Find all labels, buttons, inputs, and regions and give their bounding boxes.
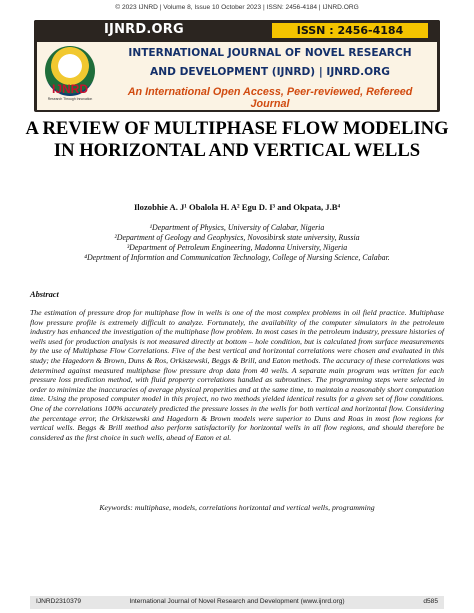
affiliation-1: ¹Department of Physics, University of Calabar, Nigeria [149, 223, 325, 232]
paper-authors: Ilozobhie A. J¹ Obalola H. A² Egu D. I³ and Okpata, J.B⁴ [133, 202, 341, 212]
banner-issn: ISSN : 2456-4184 [272, 23, 428, 38]
journal-logo [41, 46, 99, 106]
keywords-text: multiphase, models, correlations horizontal and vertical wells, programming [134, 503, 375, 512]
banner-site-name: IJNRD.ORG [104, 22, 184, 37]
journal-name-line-2: AND DEVELOPMENT (IJNRD) | IJNRD.ORG [150, 66, 390, 78]
footer-paper-id: IJNRD2310379 [36, 598, 82, 605]
page-footer [30, 596, 444, 609]
affiliation-2: ²Department of Geology and Geophysics, Novosibirsk state university, Russia [114, 233, 360, 242]
journal-banner [34, 20, 440, 112]
footer-journal-name: International Journal of Novel Research and Development (www.ijnrd.org) [129, 598, 345, 605]
banner-body [37, 42, 437, 110]
paper-title: A REVIEW OF MULTIPHASE FLOW MODELING IN HORIZONTAL AND VERTICAL WELLS [25, 118, 449, 161]
keywords-line [30, 503, 444, 512]
journal-name-line-1: INTERNATIONAL JOURNAL OF NOVEL RESEARCH [128, 47, 412, 59]
logo-text: IJNRD [51, 82, 88, 96]
footer-page-number: d585 [423, 598, 438, 605]
abstract-text: The estimation of pressure drop for multiphase flow in wells is one of the most complex problems in oil field practice. Multiphase flow pressure profile is extremely difficult to analyze. Fortunately, the availability of the computer simulators in the petroleum industry has enhanced the investigation of the multiphase flow problem. In most cases in the petroleum industry, pressure histories of wells used for production analysis is not measured directly at bottom – hole condition, but is calculated from surface measurements by the use of Multiphase Flow Correlations. Five of the best vertical and horizontal correlations were chosen and evaluated in this study; the Hagedorn & Brown, Duns & Ros, Orkiszewski, Beggs & Brill, and Eaton methods. The accuracy of these correlations was determined against measured multiphase flow pressure drop data from 40 wells. A separate main program was written for each pressure loss prediction method, with fluid property correlations handled as subroutines. The programming steps were selected in order to minimize the inaccuracies of average physical properities and at the same time, to maintain a reasonably short computation time. Using the proposed computer model in this project, no two methods yielded identical results for a given set of flow conditions. One of the correlations 100% accurately predicted the pressure losses in the wells for both vertical and horizontal flow. Considering the percentage error, the Orkiszewski and Hagedorn & Brown models were superior to Duns and Roas in most flow regions for vertical wells. Beggs & Brill method also perform satisfactorily for horizontal wells in all flow regions, and should therefore be considered as the first choice in such wells, ahead of Eaton et al. [30, 308, 444, 442]
keywords-label: Keywords: [99, 503, 133, 512]
logo-subtext: Research Through Innovation [47, 97, 93, 101]
affiliation-4: ⁴Deprtment of Informtion and Communication Technology, College of Nursing Science, Calabar. [84, 253, 390, 262]
affiliation-3: ³Department of Petroleum Engineering, Madonna University, Nigeria [126, 243, 348, 252]
abstract-heading: Abstract [30, 290, 59, 299]
journal-header-line: © 2023 IJNRD | Volume 8, Issue 10 October 2023 | ISSN: 2456-4184 | IJNRD.ORG [115, 4, 359, 11]
journal-tagline: An International Open Access, Peer-reviewed, Refereed Journal [127, 86, 413, 110]
